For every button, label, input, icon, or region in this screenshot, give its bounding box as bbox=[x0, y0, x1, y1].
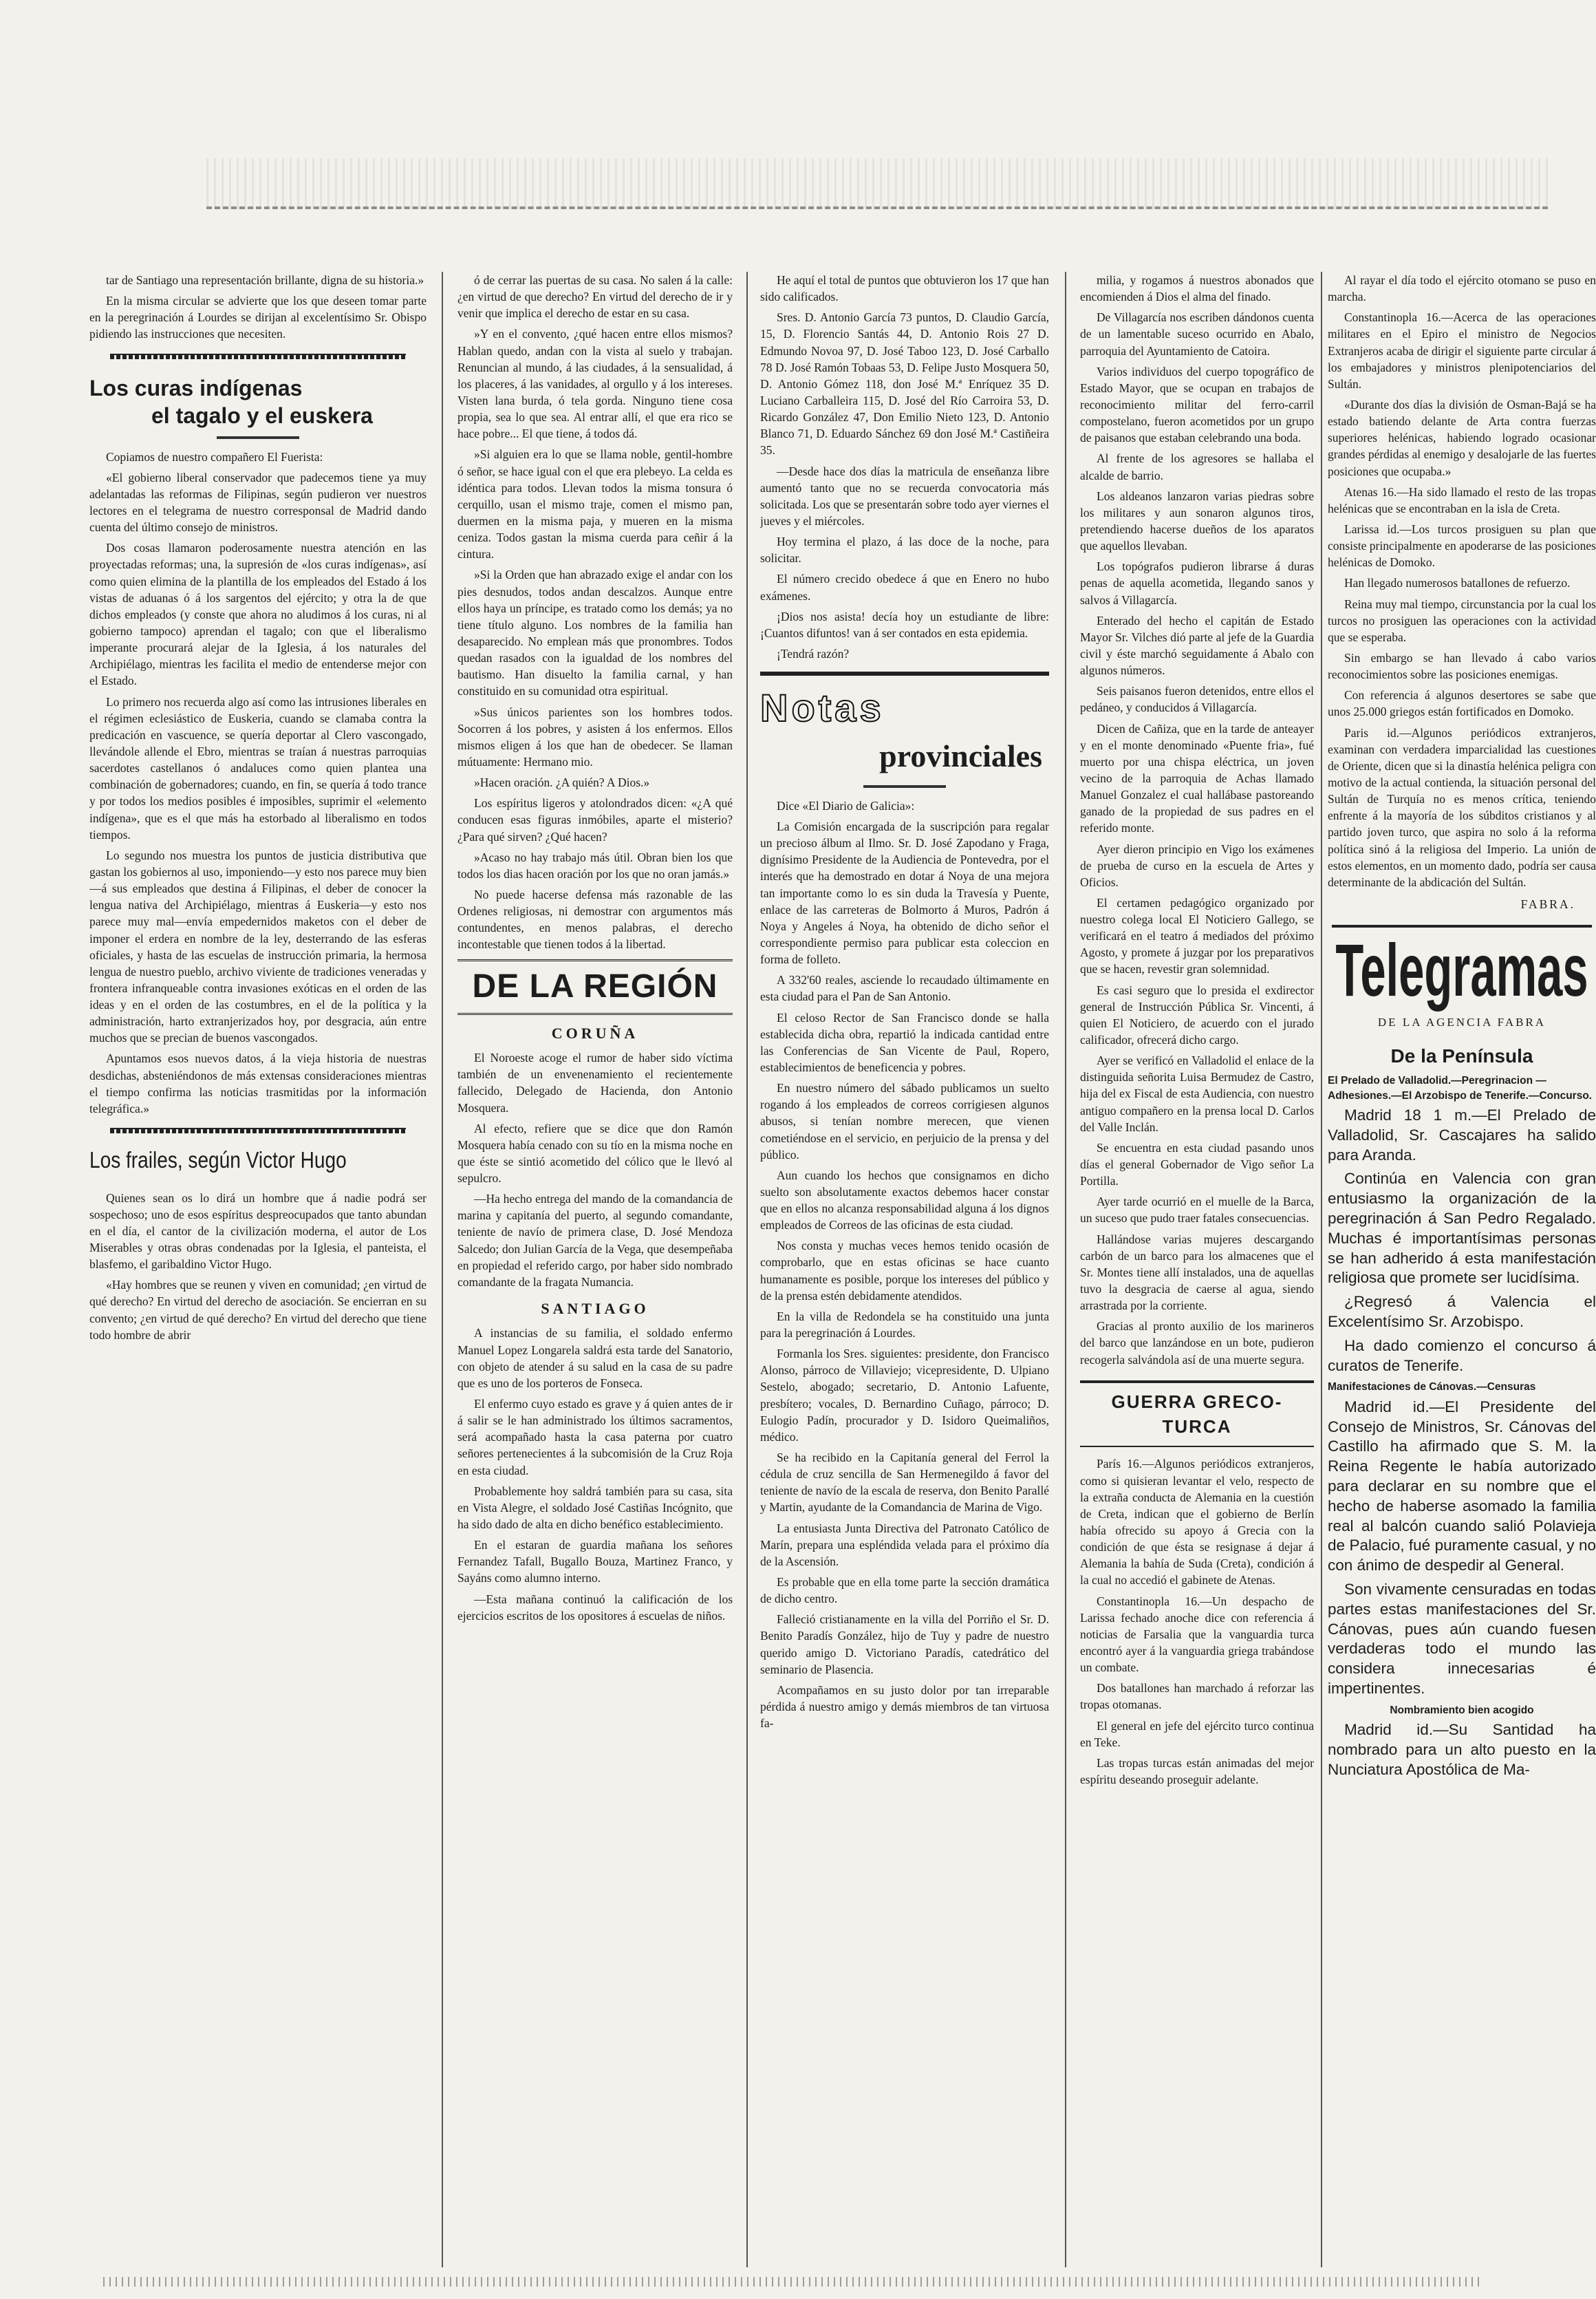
paragraph: Gracias al pronto auxilio de los marineros del barco que lanzándose en un bote, pudieron recogerla salvándola así de una muerte segura. bbox=[1080, 1319, 1314, 1367]
headline-curas-line1: Los curas indígenas bbox=[89, 375, 303, 400]
paragraph: ó de cerrar las puertas de su casa. No salen á la calle: ¿en virtud de que derecho? En virtud del derecho de ir y venir que implica el derecho de estar en su casa. bbox=[457, 273, 733, 321]
section-guerra-greco-turca: GUERRA GRECO-TURCA bbox=[1080, 1380, 1314, 1448]
column-rule bbox=[1065, 272, 1066, 2267]
ornament-divider bbox=[110, 1128, 406, 1133]
signature: FABRA. bbox=[1520, 897, 1575, 911]
paragraph: El certamen pedagógico organizado por nuestro colega local El Noticiero Gallego, se verificará en el teatro á mediados del próximo Agosto, y promete á juzgar por los preparativos que se hacen, revestir gran solemnidad. bbox=[1080, 895, 1314, 976]
column-rule bbox=[1321, 272, 1322, 2267]
paragraph: Paris id.—Algunos periódicos extranjeros, examinan con verdadera imparcialidad las cuestiones de Oriente, dicen que si la dinastía helénica peligra con motivo de la actual contienda, la situación personal del Sultán de Turquía no es menos crítica, teniendo enfrente á la mayoría de los súbditos cristianos y al partido joven turco, que aspira no solo á la reforma política sinó á la religiosa del Imperio. La unión de estos elementos, en un momento dado, podría ser causa determinante de la abdicación del Sultán. bbox=[1328, 725, 1596, 889]
paragraph: ¡Tendrá razón? bbox=[777, 646, 850, 661]
paragraph: Han llegado numerosos batallones de refuerzo. bbox=[1344, 576, 1571, 590]
divider bbox=[217, 436, 299, 439]
column-5 bbox=[1328, 272, 1596, 2267]
paragraph: ¡Dios nos asista! decía hoy un estudiante de libre: ¡Cuantos difuntos! van á ser contados en esta epidemia. bbox=[760, 609, 1049, 640]
paragraph: —Esta mañana continuó la calificación de los ejercicios escritos de los opositores á escuelas de niños. bbox=[457, 1592, 733, 1623]
paragraph: Madrid id.—El Presidente del Consejo de Ministros, Sr. Cánovas del Castillo ha afirmado que S. M. la Reina Regente le había autorizado para declarar en su nombre que el hecho de haberse asomado la familia real al balcón cuando salió Polavieja de Palacio, fué puramente casual, y no con ánimo de despedir al General. bbox=[1328, 1398, 1596, 1574]
paragraph: A 332'60 reales, asciende lo recaudado últimamente en esta ciudad para el Pan de San Antonio. bbox=[760, 973, 1049, 1004]
paragraph: Al efecto, refiere que se dice que don Ramón Mosquera había cenado con su tío en la misma noche en que éste se sintió acometido del cólico que le llevó al sepulcro. bbox=[457, 1121, 733, 1186]
paragraph: »Sus únicos parientes son los hombres todos. Socorren á los pobres, y asisten á los enfermos. Ellos mismos eligen á los que han de obedecer. Se llaman mútuamente: Hermano mio. bbox=[457, 705, 733, 769]
paragraph: El celoso Rector de San Francisco donde se halla establecida dicha obra, repartió la indicada cantidad entre las Conferencias de San Vicente de Paul, Ropero, establecimientos de beneficencia y pobres. bbox=[760, 1010, 1049, 1074]
paragraph: En nuestro número del sábado publicamos un suelto rogando á los empleados de correos corrigiesen algunos abusos, si tenían nombre merecen, que vienen cometiéndose en el servicio, en perjuicio de la prensa y del público. bbox=[760, 1081, 1049, 1162]
section-telegramas: Telegramas bbox=[1332, 925, 1592, 1013]
paragraph: Constantinopla 16.—Acerca de las operaciones militares en el Epiro el ministro de Negocios Extranjeros acaba de dirigir el siguiente parte circular á los embajadores y ministros plenipotenciarios del Sultán. bbox=[1328, 310, 1596, 391]
column-3 bbox=[760, 272, 1049, 2267]
paragraph: »Si alguien era lo que se llama noble, gentil-hombre ó señor, se hace igual con el que era plebeyo. La celda es idéntica para todos. Llevan todos la misma tonsura ó cerquillo, usan el mismo traje, comen el mismo pan, duermen en la misma paja, y mueren en la misma ceniza. Todos gastan la misma cuerda para ceñir á la cintura. bbox=[457, 447, 733, 562]
paragraph: Se ha recibido en la Capitanía general del Ferrol la cédula de cruz sencilla de San Hermenegildo á favor del teniente de navío de la escala de reserva, don Benito Parallé y Martin, ayudante de la Comandancia de Marina de Vigo. bbox=[760, 1451, 1049, 1515]
notas-title-line2: provinciales bbox=[879, 738, 1042, 774]
paragraph: Al rayar el día todo el ejército otomano se puso en marcha. bbox=[1328, 273, 1596, 304]
paragraph: »Si la Orden que han abrazado exige el andar con los pies desnudos, todos andan descalzos. Aunque entre ellos haya un príncipe, es tratado como los demás; ya no tiene título alguno. Los nombres de la familia han desaparecido. No emplean más que pronombres. Todos quedan rasados con la igualdad de los nombres del bautismo. Han disuelto la familia carnal, y han constituido en su comunidad otra espiritual. bbox=[457, 568, 733, 698]
paragraph: No puede hacerse defensa más razonable de las Ordenes religiosas, ni demostrar con argumentos más contundentes, en menos palabras, el derecho incontestable que tienen todos á la libertad. bbox=[457, 887, 733, 952]
subhead-coruna: CORUÑA bbox=[551, 1024, 639, 1042]
paragraph: «Hay hombres que se reunen y viven en comunidad; ¿en virtud de qué derecho? En virtud del derecho de asociación. Se encierran en su convento; ¿en virtud de qué derecho? En virtud del derecho que tiene todo hombre de abrir bbox=[89, 1278, 427, 1342]
telegram-block-3 bbox=[1328, 1720, 1596, 1779]
article-coruna bbox=[457, 1049, 733, 1290]
article-guerra bbox=[1080, 1455, 1314, 1788]
article-notas bbox=[760, 798, 1049, 1731]
page-bottom-damage bbox=[103, 2277, 1479, 2287]
paragraph: Falleció cristianamente en la villa del Porriño el Sr. D. Benito Paradís González, hijo de Tuy y padre de nuestro querido amigo D. Victoriano Paradís, catedrático del seminario de Plasencia. bbox=[760, 1612, 1049, 1676]
paragraph: «Durante dos días la división de Osman-Bajá se ha estado batiendo delante de Arta contra fuerzas superiores helénicas, habiendo logrado ocasionar grandes pérdidas al enemigo y desalojarle de las fuertes posiciones que ocupaba.» bbox=[1328, 397, 1596, 478]
paragraph: Atenas 16.—Ha sido llamado el resto de las tropas helénicas que se encontraban en la isla de Creta. bbox=[1328, 484, 1596, 515]
paragraph: Dice «El Diario de Galicia»: bbox=[777, 798, 915, 813]
divider bbox=[863, 785, 946, 788]
section-de-la-region: DE LA REGIÓN bbox=[457, 959, 733, 1014]
paragraph: Probablemente hoy saldrá también para su casa, sita en Vista Alegre, el soldado José Castiñas Incógnito, que ha sido dado de alta en dicho benéfico establecimiento. bbox=[457, 1484, 733, 1531]
subhead-santiago: SANTIAGO bbox=[541, 1300, 649, 1318]
paragraph: Ayer se verificó en Valladolid el enlace de la distinguida señorita Luisa Bermudez de Castro, hija del ex Fiscal de esta Audiencia, con nuestro antiguo compañero en la prensa local D. Carlos del Valle Inclán. bbox=[1080, 1054, 1314, 1134]
telegram-block-1 bbox=[1328, 1106, 1596, 1376]
paragraph: Dicen de Cañiza, que en la tarde de anteayer y en el monte denominado «Puente fria», fué muerto por una chispa eléctrica, un joven vecino de la parroquia de Achas llamado Manuel Gonzalez el cual hallábase pastoreando ganado de la propiedad de sus padres en el referido monte. bbox=[1080, 721, 1314, 835]
paragraph: Ayer tarde ocurrió en el muelle de la Barca, un suceso que pudo traer fatales consecuencias. bbox=[1080, 1195, 1314, 1226]
agency-line: DE LA AGENCIA FABRA bbox=[1377, 1016, 1546, 1029]
paragraph: Nos consta y muchas veces hemos tenido ocasión de comprobarlo, que en estas oficinas se hace cuanto humanamente es posible, porque los intereses del público y de la prensa estén debidamente atendidos. bbox=[760, 1239, 1049, 1303]
col1-intro bbox=[89, 272, 427, 343]
paragraph: En el estaran de guardia mañana los señores Fernandez Tafall, Bugallo Bouza, Martinez Franco, y Sayáns como alumno interno. bbox=[457, 1538, 733, 1585]
paragraph: Seis paisanos fueron detenidos, entre ellos el pedáneo, y conducidos á Villagarcía. bbox=[1080, 684, 1314, 715]
paragraph: El enfermo cuyo estado es grave y á quien antes de ir á salir se le han administrado los últimos sacramentos, será acompañado hasta la casa paterna por cuatro señores pertenecientes á la subcomisión de la Cruz Roja en esta ciudad. bbox=[457, 1396, 733, 1477]
column-2 bbox=[457, 272, 733, 2267]
column-1 bbox=[89, 272, 427, 2267]
paragraph: Los aldeanos lanzaron varias piedras sobre los militares y aun sonaron algunos tiros, pretendiendo hacerse dueños de los aparatos que aquellos llevaban. bbox=[1080, 489, 1314, 553]
paragraph: Acompañamos en su justo dolor por tan irreparable pérdida á nuestro amigo y demás miembros de tan virtuosa fa- bbox=[760, 1682, 1049, 1731]
paragraph: Madrid 18 1 m.—El Prelado de Valladolid, Sr. Cascajares ha salido para Aranda. bbox=[1328, 1106, 1596, 1164]
paragraph: La entusiasta Junta Directiva del Patronato Católico de Marín, prepara una espléndida velada para el próximo día de la Ascensión. bbox=[760, 1521, 1049, 1568]
paragraph: Hoy termina el plazo, á las doce de la noche, para solicitar. bbox=[760, 535, 1049, 566]
paragraph: —Desde hace dos días la matricula de enseñanza libre aumentó tanto que no se recuerda convocatoria más solicitada. Los que se presentarán sobre todo ayer viernes el jueves y el miércoles. bbox=[760, 464, 1049, 528]
headline-curas bbox=[89, 374, 427, 429]
headline-frailes: Los frailes, según Victor Hugo bbox=[89, 1147, 347, 1173]
paragraph: Sin embargo se han llevado á cabo varios reconocimientos sobre las posiciones enemigas. bbox=[1328, 650, 1596, 682]
notas-title-line1: Notas bbox=[760, 686, 885, 730]
paragraph: Aun cuando los hechos que consignamos en dicho suelto son absolutamente exactos debemos hacer constar que en ellos no alcanza responsabilidad alguna á los dignos empleados de Correos de las oficinas de esta ciudad. bbox=[760, 1168, 1049, 1232]
paragraph: El Noroeste acoge el rumor de haber sido víctima también de un envenenamiento el recientemente fallecido, Delegado de Hacienda, don Antonio Mosquera. bbox=[457, 1051, 733, 1115]
paragraph: Reina muy mal tiempo, circunstancia por la cual los turcos no prosiguen las operaciones con la actividad que se esperaba. bbox=[1328, 597, 1596, 644]
column-4 bbox=[1080, 272, 1314, 2267]
paragraph: Es probable que en ella tome parte la sección dramática de dicho centro. bbox=[760, 1575, 1049, 1606]
section-notas-provinciales bbox=[760, 672, 1049, 778]
paragraph: Las tropas turcas están animadas del mejor espíritu deseando proseguir adelante. bbox=[1080, 1755, 1314, 1786]
paragraph: A instancias de su familia, el soldado enfermo Manuel Lopez Longarela saldrá esta tarde del Sanatorio, con objeto de atender á su salud en la casa de su padre que es uno de los porteros de Fonseca. bbox=[457, 1326, 733, 1390]
paragraph: La Comisión encargada de la suscripción para regalar un precioso álbum al Ilmo. Sr. D. José Zapodano y Fraga, dignísimo Presidente de la Audiencia de Pontevedra, por el interés que ha demostrado en dotar á Noya de una mejora tan importante como lo es sin duda la Travesía y Puente, enlace de las carreteras de Bolmorto á Muros, Padrón á Noya y Angeles á Noya, ha obtenido de dicho señor el correspondiente permiso para publicar esta coleccion en forma de folleto. bbox=[760, 819, 1049, 967]
paragraph: milia, y rogamos á nuestros abonados que encomienden á Dios el alma del finado. bbox=[1080, 273, 1314, 304]
paragraph: «El gobierno liberal conservador que padecemos tiene ya muy adelantadas las reformas de Filipinas, según pudieron ver nuestros lectores en el telegrama de nuestro corresponsal de Madrid dando cuenta del último consejo de ministros. bbox=[89, 470, 427, 535]
paragraph: Lo primero nos recuerda algo así como las intrusiones liberales en el régimen eclesiástico de Euskeria, cuando se clamaba contra la predicación en vascuence, se quería deportar al Clero vascongado, llevándole allende el Ebro, mientras se traían á nuestras parroquias sacerdotes castellanos ó andaluces como quien plantea una combinación de gobernadores; cuando, en fin, se quería á todo trance y por todos los medios posibles é imposibles, suprimir el «elemento indígena», que es el que más ha estorbado al liberalismo en todos tiempos. bbox=[89, 694, 427, 842]
paragraph: Los topógrafos pudieron librarse á duras penas de aquella acometida, llegando sanos y salvos á Villagarcía. bbox=[1080, 559, 1314, 607]
paragraph: Son vivamente censuradas en todas partes estas manifestaciones del Sr. Cánovas, pues aún cuando fuesen verdaderas todo el mundo las considera innecesarias é impertinentes. bbox=[1328, 1580, 1596, 1697]
paragraph: En la misma circular se advierte que los que deseen tomar parte en la peregrinación á Lourdes se dirijan al excelentísimo Sr. Obispo pidiendo las instrucciones que necesiten. bbox=[89, 294, 427, 341]
paragraph: He aquí el total de puntos que obtuvieron los 17 que han sido calificados. bbox=[760, 273, 1049, 304]
paragraph: Continúa en Valencia con gran entusiasmo la organización de la peregrinación á San Pedro Regalado. Muchas é importantísimas personas se han adherido á esta manifestación religiosa que promete ser lucidísima. bbox=[1328, 1170, 1596, 1287]
paragraph: Larissa id.—Los turcos prosiguen su plan que consiste principalmente en apoderarse de las posiciones helénicas de Domoko. bbox=[1328, 522, 1596, 570]
paragraph: Apuntamos esos nuevos datos, á la vieja historia de nuestras desdichas, absteniéndonos de más extensas consideraciones mientras el tiempo confirma las noticias trasmitidas por la información telegráfica.» bbox=[89, 1051, 427, 1115]
paragraph: París 16.—Algunos periódicos extranjeros, como si quisieran levantar el velo, respecto de la extraña conducta de Alemania en la cuestión de Creta, indican que el gobierno de Berlín había ofrecido su apoyo á Grecia con la condición de que ésta se resignase á dejar á Alemania la bahía de Suda (Creta), condición á la cual no accedió el gabinete de Atenas. bbox=[1080, 1457, 1314, 1587]
telegram-summary: El Prelado de Valladolid.—Peregrinacion —Adhesiones.—El Arzobispo de Tenerife.—Concurso. bbox=[1328, 1075, 1593, 1102]
paragraph: Ha dado comienzo el concurso á curatos de Tenerife. bbox=[1328, 1336, 1596, 1374]
paragraph: Es casi seguro que lo presida el exdirector general de Instrucción Pública Sr. Vincenti, á quien El Noticiero, de acuerdo con el jurado calificador, ofrecerá dicho cargo. bbox=[1080, 983, 1314, 1047]
article-santiago bbox=[457, 1325, 733, 1623]
paragraph: Con referencia á algunos desertores se sabe que unos 25.000 griegos están fortificados en Domoko. bbox=[1328, 688, 1596, 719]
paragraph: En la villa de Redondela se ha constituido una junta para la peregrinación á Lourdes. bbox=[760, 1309, 1049, 1340]
paragraph: ¿Regresó á Valencia el Excelentísimo Sr. Arzobispo. bbox=[1328, 1293, 1596, 1331]
telegram-summary: Manifestaciones de Cánovas.—Censuras bbox=[1328, 1381, 1536, 1393]
paragraph: —Ha hecho entrega del mando de la comandancia de marina y capitanía del puerto, al segundo comandante, teniente de navío de primera clase, D. José Mendoza Salcedo; don Julian García de la Vega, que desempeñaba en propiedad el referido cargo, por haber sido nombrado comandante de la fragata Numancia. bbox=[457, 1192, 733, 1289]
paragraph: »Acaso no hay trabajo más útil. Obran bien los que todos los dias hacen oración por los que no oran jamás.» bbox=[457, 850, 733, 881]
paragraph: Formanla los Sres. siguientes: presidente, don Francisco Alonso, párroco de Villaviejo; vicepresidente, D. Ulpiano Sestelo, abogado; secretario, D. Antonio Lafuente, presbítero; vocales, D. Bernardino Cuñago, párroco; D. Eulogio Padín, procurador y D. Isidoro Queimaliños, médico. bbox=[760, 1347, 1049, 1444]
column-rule bbox=[442, 272, 443, 2267]
article-curas bbox=[89, 449, 427, 1117]
article-frailes-cont bbox=[457, 272, 733, 952]
paragraph: El general en jefe del ejército turco continua en Teke. bbox=[1080, 1718, 1314, 1749]
paragraph: Los espíritus ligeros y atolondrados dicen: «¿A qué conducen esas figuras inmóbiles, aparte el misterio? ¿Para qué sirven? ¿Qué hacen? bbox=[457, 796, 733, 844]
paragraph: Quienes sean os lo dirá un hombre que á nadie podrá ser sospechoso; uno de esos espíritus despreocupados que tanto abundan en el día, el cantor de la civilización moderna, el autor de Los Miserables y otras obras condenadas por la Iglesia, el panteista, el blasfemo, el garibaldino Victor Hugo. bbox=[89, 1190, 427, 1272]
paragraph: tar de Santiago una representación brillante, digna de su historia.» bbox=[106, 273, 424, 287]
paragraph: Ayer dieron principio en Vigo los exámenes de prueba de curso en la escuela de Artes y Oficios. bbox=[1080, 842, 1314, 889]
paragraph: »Y en el convento, ¿qué hacen entre ellos mismos? Hablan quedo, andan con la vista al suelo y trabajan. Renuncian al mundo, á las ciudades, á la sensualidad, á los placeres, á las vanidades, al orgullo y á los intereses. Visten lana burda, ó tela gorda. Ninguno tiene cosa propia, sea lo que sea. Al entrar allí, el que era rico se hace pobre... El que tiene, á todos dá. bbox=[457, 327, 733, 441]
paragraph: Dos cosas llamaron poderosamente nuestra atención en las proyectadas reformas; una, la supresión de «los curas indígenas», así como quien elimina de la plantilla de los empleados del Estado á los vistas de aduanas ó á los sargentos del ejército; y otra la de que dichos empleados (y conste que ahora no aludimos á los curas, ni al gobierno tampoco) aprendan el tagalo; con que el liberalismo imperante procurará alejar de la Iglesia, á los naturales del Archipiélago, mientras les facilita el medio de entenderse mejor con el Estado. bbox=[89, 541, 427, 688]
article-frailes bbox=[89, 1190, 427, 1343]
paragraph: Madrid id.—Su Santidad ha nombrado para un alto puesto en la Nunciatura Apostólica de Ma- bbox=[1328, 1721, 1596, 1778]
article-guerra-cont bbox=[1328, 272, 1596, 890]
paragraph: Constantinopla 16.—Un despacho de Larissa fechado anoche dice con referencia á noticias de Farsalia que la vanguardia turca encontró ayer á la vanguardia griega trabándose un combate. bbox=[1080, 1594, 1314, 1675]
paragraph: De Villagarcía nos escriben dándonos cuenta de un lamentable suceso ocurrido en Abalo, parroquia del Ayuntamiento de Catoira. bbox=[1080, 310, 1314, 358]
paragraph: Se encuentra en esta ciudad pasando unos días el general Gobernador de Vigo señor La Portilla. bbox=[1080, 1140, 1314, 1188]
paragraph: Enterado del hecho el capitán de Estado Mayor Sr. Vilches dió parte al jefe de la Guardia civil y éste marchó seguidamente á Abalo con algunos números. bbox=[1080, 613, 1314, 678]
headline-curas-line2: el tagalo y el euskera bbox=[151, 403, 373, 428]
telegram-block-2 bbox=[1328, 1398, 1596, 1699]
column-rule bbox=[746, 272, 748, 2267]
article-notas-cont bbox=[1080, 272, 1314, 1368]
paragraph: El número crecido obedece á que en Enero no hubo exámenes. bbox=[760, 572, 1049, 603]
paragraph: Dos batallones han marchado á reforzar las tropas otomanas. bbox=[1080, 1681, 1314, 1712]
paragraph: Hallándose varias mujeres descargando carbón de un barco para los almacenes que el Sr. Montes tiene allí instalados, una de aquellas tuvo la desgracia de caerse al agua, siendo arrastrada por la corriente. bbox=[1080, 1232, 1314, 1313]
newspaper-page bbox=[89, 272, 1596, 2267]
subhead-peninsula: De la Península bbox=[1390, 1045, 1533, 1067]
paragraph: Varios individuos del cuerpo topográfico de Estado Mayor, que se ocupan en trabajos de reconocimiento militar del ferro-carril compostelano, fueron acometidos por un grupo de paisanos que estaban celebrando una boda. bbox=[1080, 364, 1314, 445]
paragraph: Al frente de los agresores se hallaba el alcalde de barrio. bbox=[1080, 451, 1314, 482]
telegram-summary: Nombramiento bien acogido bbox=[1390, 1704, 1534, 1716]
paragraph: Copiamos de nuestro compañero El Fuerista: bbox=[106, 449, 323, 464]
paragraph: »Hacen oración. ¿A quién? A Dios.» bbox=[474, 776, 650, 790]
ornament-divider bbox=[110, 354, 406, 359]
paragraph: Sres. D. Antonio García 73 puntos, D. Claudio García, 15, D. Florencio Santás 44, D. Antonio Rois 27 D. Edmundo Novoa 97, D. José Taboo 123, D. José Carballo 78 D. José Ramón Tobaas 53, D. Felipe Justo Mosquera 50, D. Antonio Gómez 118, don José M.ª Enríquez 35 D. Luciano Carballeira 115, D. José del Río Carroira 53, D. Ricardo González 47, Don Emilio Nieto 123, D. Antonio Blanco 71, D. Eduardo Sánchez 69 don José M.ª Castiñeira 35. bbox=[760, 310, 1049, 458]
page-top-damage bbox=[206, 158, 1548, 209]
paragraph: Lo segundo nos muestra los puntos de justicia distributiva que gastan los gobiernos al uso, imponiendo—y esto nos parece muy bien—á sus empleados que destina á Filipinas, el deber de conocer la lengua nativa del Archipiélago, mientras á Euskeria—y esto nos parece muy mal—envía empedernidos maketos con el deber de imponer el erdera en nombre de la ley, desterrando de las esferas oficiales, y hasta de las escuelas de instrucción primaria, la hermosa lengua de nuestro pueblo, archivo viviente de tradiciones veneradas y frontera infranqueable contra invasiones exóticas en el orden de las ideas y en el orden de las costumbres, en el de la política y la administración, harto extranjerizados hoy, por desgracia, aún entre muchos que se precian de buenos vascongados. bbox=[89, 848, 427, 1045]
article-opositores bbox=[760, 272, 1049, 662]
